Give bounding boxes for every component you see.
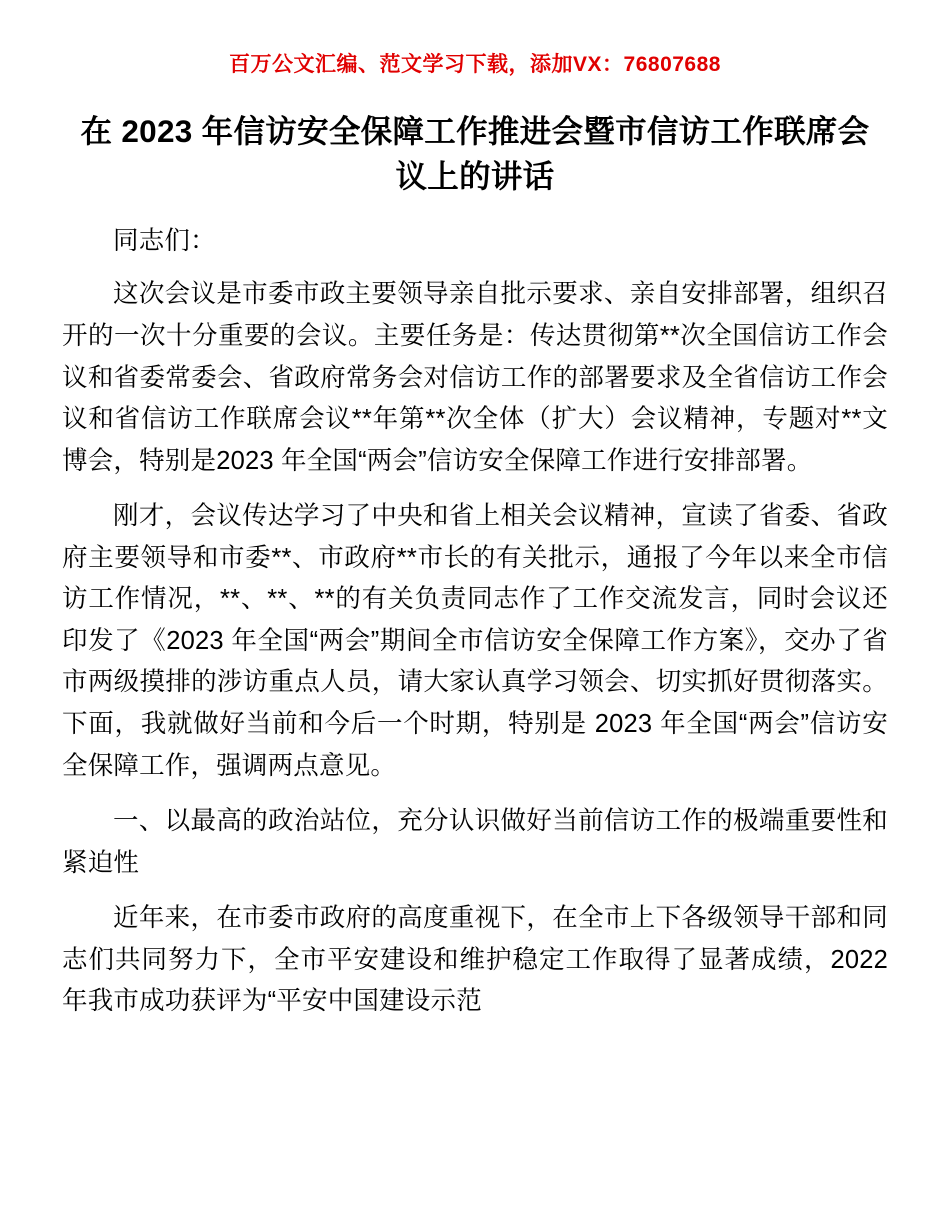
section-heading-1: 一、以最高的政治站位，充分认识做好当前信访工作的极端重要性和紧迫性: [62, 807, 888, 877]
body-paragraph-2: 刚才，会议传达学习了中央和省上相关会议精神，宣读了省委、省政府主要领导和市委**、市政府**市长的有关批示，通报了今年以来全市信访工作情况，**、**、**的有关负责同志作了工作交流发言，同时会议还印发了《2023 年全国“两会”期间全市信访安全保障工作方案》，交办了省市两级摸排的涉访重点人员，请大家认真学习领会、切实抓好贯彻落实。下面，我就做好当前和今后一个时期，特别是 2023 年全国“两会”信访安全保障工作，强调两点意见。: [62, 502, 888, 780]
body-paragraph-1: 这次会议是市委市政主要领导亲自批示要求、亲自安排部署，组织召开的一次十分重要的会议。主要任务是：传达贯彻第**次全国信访工作会议和省委常委会、省政府常务会对信访工作的部署要求及全省信访工作会议和省信访工作联席会议**年第**次全体（扩大）会议精神，专题对**文博会，特别是2023 年全国“两会”信访安全保障工作进行安排部署。: [62, 280, 888, 475]
salutation-paragraph: 同志们：: [113, 226, 216, 255]
promo-banner: 百万公文汇编、范文学习下载，添加VX：76807688: [229, 53, 721, 76]
body-paragraph-3: 近年来，在市委市政府的高度重视下，在全市上下各级领导干部和同志们共同努力下，全市平安建设和维护稳定工作取得了显著成绩，2022 年我市成功获评为“平安中国建设示范: [62, 904, 888, 1016]
page-title: 在 2023 年信访安全保障工作推进会暨市信访工作联席会议上的讲话: [80, 113, 870, 195]
